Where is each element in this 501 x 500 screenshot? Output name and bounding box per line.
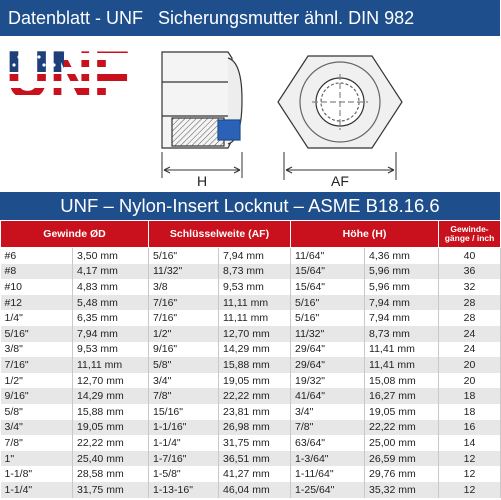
cell-thread-mm: 12,70 mm	[73, 373, 149, 389]
cell-tpi: 14	[439, 435, 501, 451]
cell-af-mm: 15,88 mm	[219, 357, 291, 373]
table-row	[1, 404, 501, 420]
cell-af-inch: 11/32"	[149, 264, 219, 280]
height-label: H	[196, 173, 208, 189]
cell-af-mm: 8,73 mm	[219, 264, 291, 280]
cell-height-inch: 63/64"	[291, 435, 365, 451]
cell-thread-mm: 3,50 mm	[73, 248, 149, 264]
cell-af-inch: 1-5/8"	[149, 466, 219, 482]
table-row	[1, 420, 501, 436]
cell-af-inch: 1-1/16"	[149, 420, 219, 436]
cell-af-mm: 26,98 mm	[219, 420, 291, 436]
cell-thread-mm: 25,40 mm	[73, 451, 149, 467]
cell-height-mm: 11,41 mm	[365, 357, 439, 373]
cell-tpi: 36	[439, 264, 501, 280]
table-body	[1, 248, 501, 498]
cell-thread-mm: 28,58 mm	[73, 466, 149, 482]
cell-height-inch: 11/64"	[291, 248, 365, 264]
cell-af-inch: 5/16"	[149, 248, 219, 264]
cell-thread-size: 1/2"	[1, 373, 73, 389]
cell-af-mm: 22,22 mm	[219, 388, 291, 404]
cell-thread-mm: 31,75 mm	[73, 482, 149, 498]
cell-af-inch: 1-7/16"	[149, 451, 219, 467]
cell-height-inch: 1-25/64"	[291, 482, 365, 498]
cell-thread-size: 7/8"	[1, 435, 73, 451]
header-right-title: Sicherungsmutter ähnl. DIN 982	[158, 8, 415, 28]
cell-height-inch: 1-11/64"	[291, 466, 365, 482]
cell-af-inch: 7/8"	[149, 388, 219, 404]
cell-tpi: 12	[439, 451, 501, 467]
table-row	[1, 482, 501, 498]
cell-height-mm: 7,94 mm	[365, 310, 439, 326]
cell-thread-size: 1-1/4"	[1, 482, 73, 498]
table-row	[1, 357, 501, 373]
cell-height-mm: 19,05 mm	[365, 404, 439, 420]
cell-thread-size: #6	[1, 248, 73, 264]
cell-tpi: 20	[439, 373, 501, 389]
cell-height-inch: 15/64"	[291, 279, 365, 295]
cell-tpi: 16	[439, 420, 501, 436]
cell-height-mm: 7,94 mm	[365, 295, 439, 311]
cell-thread-mm: 15,88 mm	[73, 404, 149, 420]
cell-height-mm: 22,22 mm	[365, 420, 439, 436]
cell-af-mm: 36,51 mm	[219, 451, 291, 467]
top-view	[278, 56, 402, 148]
cell-thread-size: 9/16"	[1, 388, 73, 404]
cell-af-inch: 15/16"	[149, 404, 219, 420]
cell-tpi: 32	[439, 279, 501, 295]
cell-height-inch: 29/64"	[291, 342, 365, 358]
table-row	[1, 326, 501, 342]
cell-height-inch: 7/8"	[291, 420, 365, 436]
cell-height-inch: 41/64"	[291, 388, 365, 404]
cell-height-mm: 8,73 mm	[365, 326, 439, 342]
cell-height-mm: 25,00 mm	[365, 435, 439, 451]
cell-tpi: 28	[439, 295, 501, 311]
locknut-dimension-table	[0, 220, 501, 498]
cell-af-inch: 3/4"	[149, 373, 219, 389]
cell-thread-size: #8	[1, 264, 73, 280]
cell-height-inch: 15/64"	[291, 264, 365, 280]
table-row	[1, 310, 501, 326]
cell-tpi: 40	[439, 248, 501, 264]
cell-tpi: 24	[439, 342, 501, 358]
table-row	[1, 373, 501, 389]
cell-thread-mm: 14,29 mm	[73, 388, 149, 404]
cell-height-inch: 3/4"	[291, 404, 365, 420]
cell-af-mm: 19,05 mm	[219, 373, 291, 389]
cell-tpi: 12	[439, 466, 501, 482]
cell-height-mm: 5,96 mm	[365, 264, 439, 280]
table-row	[1, 342, 501, 358]
cell-tpi: 28	[439, 310, 501, 326]
cell-af-mm: 11,11 mm	[219, 295, 291, 311]
cell-af-inch: 1-13-16"	[149, 482, 219, 498]
unf-flag-logo	[6, 42, 130, 102]
cell-tpi: 24	[439, 326, 501, 342]
column-header-height: Höhe (H)	[291, 221, 439, 248]
cell-thread-size: #12	[1, 295, 73, 311]
table-header-row	[1, 221, 501, 248]
table-row	[1, 435, 501, 451]
tpi-header-line1: Gewinde-	[450, 224, 489, 234]
table-row	[1, 279, 501, 295]
table-title: UNF – Nylon-Insert Locknut – ASME B18.16.6	[0, 192, 500, 220]
table-row	[1, 388, 501, 404]
cell-af-mm: 46,04 mm	[219, 482, 291, 498]
cell-af-mm: 31,75 mm	[219, 435, 291, 451]
cell-height-inch: 11/32"	[291, 326, 365, 342]
column-header-wrench-size: Schlüsselweite (AF)	[149, 221, 291, 248]
cell-af-inch: 3/8	[149, 279, 219, 295]
cell-thread-mm: 4,17 mm	[73, 264, 149, 280]
cell-height-mm: 35,32 mm	[365, 482, 439, 498]
tpi-header-line2: gänge / inch	[444, 233, 495, 243]
cell-thread-mm: 7,94 mm	[73, 326, 149, 342]
cell-height-mm: 5,96 mm	[365, 279, 439, 295]
column-header-threads-per-inch	[439, 221, 501, 248]
cell-thread-size: 7/16"	[1, 357, 73, 373]
cell-thread-size: 5/8"	[1, 404, 73, 420]
cell-af-mm: 41,27 mm	[219, 466, 291, 482]
cell-af-inch: 1-1/4"	[149, 435, 219, 451]
cell-tpi: 20	[439, 357, 501, 373]
cell-height-inch: 29/64"	[291, 357, 365, 373]
cell-af-mm: 11,11 mm	[219, 310, 291, 326]
cell-height-mm: 4,36 mm	[365, 248, 439, 264]
cell-thread-mm: 9,53 mm	[73, 342, 149, 358]
cell-height-inch: 19/32"	[291, 373, 365, 389]
cell-af-mm: 14,29 mm	[219, 342, 291, 358]
cell-af-inch: 7/16"	[149, 295, 219, 311]
cell-height-inch: 5/16"	[291, 310, 365, 326]
cell-thread-mm: 4,83 mm	[73, 279, 149, 295]
cell-af-mm: 23,81 mm	[219, 404, 291, 420]
cell-thread-size: 1-1/8"	[1, 466, 73, 482]
cell-af-mm: 12,70 mm	[219, 326, 291, 342]
table-row	[1, 466, 501, 482]
cell-height-mm: 29,76 mm	[365, 466, 439, 482]
cell-thread-mm: 11,11 mm	[73, 357, 149, 373]
cell-af-inch: 9/16"	[149, 342, 219, 358]
cell-thread-mm: 22,22 mm	[73, 435, 149, 451]
column-header-thread: Gewinde ØD	[1, 221, 149, 248]
cell-height-inch: 5/16"	[291, 295, 365, 311]
af-label: AF	[331, 173, 349, 189]
cell-tpi: 12	[439, 482, 501, 498]
cell-height-mm: 16,27 mm	[365, 388, 439, 404]
cell-height-mm: 26,59 mm	[365, 451, 439, 467]
cell-thread-size: 1"	[1, 451, 73, 467]
locknut-technical-drawing	[150, 40, 410, 190]
cell-thread-size: 1/4"	[1, 310, 73, 326]
table-row	[1, 264, 501, 280]
cell-af-inch: 5/8"	[149, 357, 219, 373]
cell-thread-mm: 5,48 mm	[73, 295, 149, 311]
cell-thread-size: 3/4"	[1, 420, 73, 436]
cell-af-inch: 1/2"	[149, 326, 219, 342]
cell-height-mm: 15,08 mm	[365, 373, 439, 389]
table-row	[1, 451, 501, 467]
cell-thread-mm: 19,05 mm	[73, 420, 149, 436]
cell-thread-mm: 6,35 mm	[73, 310, 149, 326]
table-row	[1, 295, 501, 311]
cell-tpi: 18	[439, 404, 501, 420]
cell-thread-size: 5/16"	[1, 326, 73, 342]
cell-thread-size: 3/8"	[1, 342, 73, 358]
cell-af-mm: 9,53 mm	[219, 279, 291, 295]
header-bar	[0, 0, 500, 36]
header-left-title: Datenblatt - UNF	[8, 8, 144, 28]
cell-tpi: 18	[439, 388, 501, 404]
cell-af-inch: 7/16"	[149, 310, 219, 326]
cell-height-inch: 1-3/64"	[291, 451, 365, 467]
side-view	[162, 52, 242, 148]
cell-height-mm: 11,41 mm	[365, 342, 439, 358]
cell-af-mm: 7,94 mm	[219, 248, 291, 264]
table-row	[1, 248, 501, 264]
cell-thread-size: #10	[1, 279, 73, 295]
